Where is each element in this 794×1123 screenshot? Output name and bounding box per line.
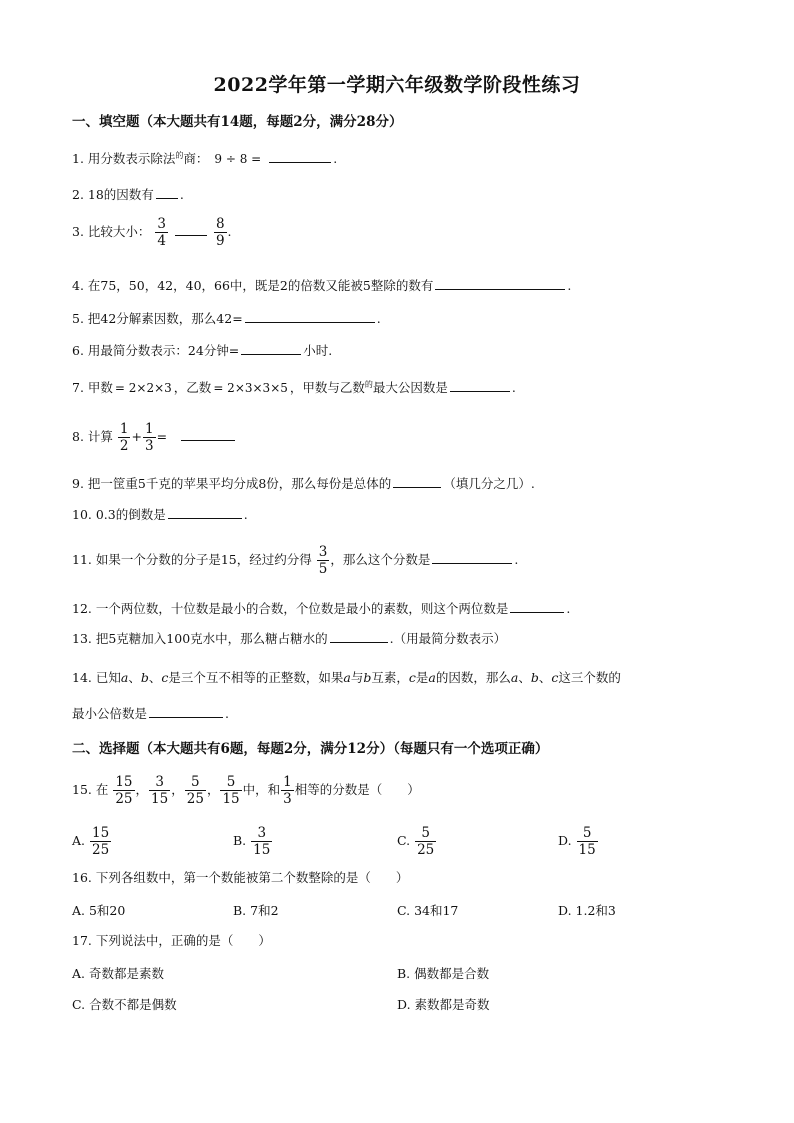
- answer-blank-10[interactable]: [168, 506, 242, 519]
- answer-blank-12[interactable]: [510, 600, 564, 613]
- question-9: 9. 把一筐重5千克的苹果平均分成8份，那么每份是总体的 （填几分之几）.: [72, 476, 535, 491]
- q16-option-c[interactable]: C. 34和17: [397, 903, 459, 918]
- question-2: 2. 18的因数有 .: [72, 187, 184, 202]
- question-8: 8. 计算 $\frac{1}{2}$ + $\frac{1}{3}$ =: [72, 417, 237, 457]
- question-15: 15. 在 $\frac{15}{25}$ ， $\frac{3}{15}$ ， $\frac{5}{25}$ ， $\frac{5}{15}$ 中，和 $\frac{1}{3}$ 相等的分数是（ ）: [72, 774, 420, 807]
- page-title: 2022学年第一学期六年级数学阶段性练习: [213, 74, 581, 96]
- section-2-heading: 二、选择题（本大题共有6题，每题2分，满分12分）（每题只有一个选项正确）: [72, 741, 549, 757]
- answer-blank-6[interactable]: [241, 342, 301, 355]
- question-6: 6. 用最简分数表示：24分钟= 小时.: [72, 343, 333, 358]
- question-10: 10. 0.3的倒数是 .: [72, 507, 248, 522]
- answer-blank-11[interactable]: [432, 551, 512, 564]
- fraction-3-4: $\frac{3}{4}$: [157, 216, 166, 249]
- question-11: 11. 如果一个分数的分子是15，经过约分得 $\frac{3}{5}$ ，那么这个分数是 .: [72, 544, 519, 577]
- question-1: 1. 用分数表示除法$^的$商： 9 ÷ 8 = .: [72, 151, 338, 167]
- answer-blank-13[interactable]: [330, 630, 388, 643]
- fraction-3-5: $\frac{3}{5}$: [318, 544, 328, 577]
- answer-blank-14[interactable]: [149, 705, 223, 718]
- question-16: 16. 下列各组数中，第一个数能被第二个数整除的是（ ）: [72, 870, 409, 885]
- fraction-1-2: $\frac{1}{2}$: [119, 421, 129, 454]
- q16-option-b[interactable]: B. 7和2: [233, 903, 279, 918]
- question-17: 17. 下列说法中，正确的是（ ）: [72, 933, 271, 948]
- section-1-heading: 一、填空题（本大题共有14题，每题2分，满分28分）: [72, 114, 403, 130]
- answer-blank-7[interactable]: [450, 379, 510, 392]
- answer-blank-8[interactable]: [181, 428, 235, 441]
- question-14: 14. 已知a、b、c是三个互不相等的正整数，如果a与b互素，c是a的因数，那么a、b、c这三个数的: [72, 670, 621, 685]
- q15-option-a[interactable]: A. $\frac{15}{25}$: [72, 825, 110, 858]
- q15-option-c[interactable]: C. $\frac{5}{25}$: [397, 825, 435, 858]
- answer-blank-9[interactable]: [393, 475, 441, 488]
- q17-option-a[interactable]: A. 奇数都是素数: [72, 966, 164, 981]
- question-3: 3. 比较大小： $\frac{3}{4}$ $\frac{8}{9}$ .: [72, 216, 232, 249]
- answer-blank-1[interactable]: [269, 150, 331, 163]
- question-5: 5. 把42分解素因数，那么42= .: [72, 311, 381, 326]
- question-14-line-2: 最小公倍数是 .: [72, 706, 229, 721]
- question-7: 7. 甲数 = 2×2×3 ，乙数 = 2×3×3×5 ，甲数与乙数$^的$最大公因数是 .: [72, 380, 516, 396]
- fraction-8-9: $\frac{8}{9}$: [215, 216, 225, 249]
- answer-blank-3[interactable]: [175, 223, 207, 236]
- q16-option-d[interactable]: D. 1.2和3: [558, 903, 616, 918]
- answer-blank-5[interactable]: [245, 310, 375, 323]
- answer-blank-2[interactable]: [156, 186, 178, 199]
- answer-blank-4[interactable]: [435, 277, 565, 290]
- q17-option-b[interactable]: B. 偶数都是合数: [397, 966, 490, 981]
- question-12: 12. 一个两位数，十位数是最小的合数，个位数是最小的素数，则这个两位数是 .: [72, 601, 571, 616]
- question-4: 4. 在75，50，42，40，66中，既是2的倍数又能被5整除的数有 .: [72, 278, 572, 293]
- q16-option-a[interactable]: A. 5和20: [72, 903, 126, 918]
- q17-option-c[interactable]: C. 合数不都是偶数: [72, 997, 177, 1012]
- q17-option-d[interactable]: D. 素数都是奇数: [397, 997, 490, 1012]
- q15-option-d[interactable]: D. $\frac{5}{15}$: [558, 825, 596, 858]
- fraction-1-3: $\frac{1}{3}$: [144, 421, 154, 454]
- question-13: 13. 把5克糖加入100克水中，那么糖占糖水的 .（用最简分数表示）: [72, 631, 507, 646]
- q15-option-b[interactable]: B. $\frac{3}{15}$: [233, 825, 271, 858]
